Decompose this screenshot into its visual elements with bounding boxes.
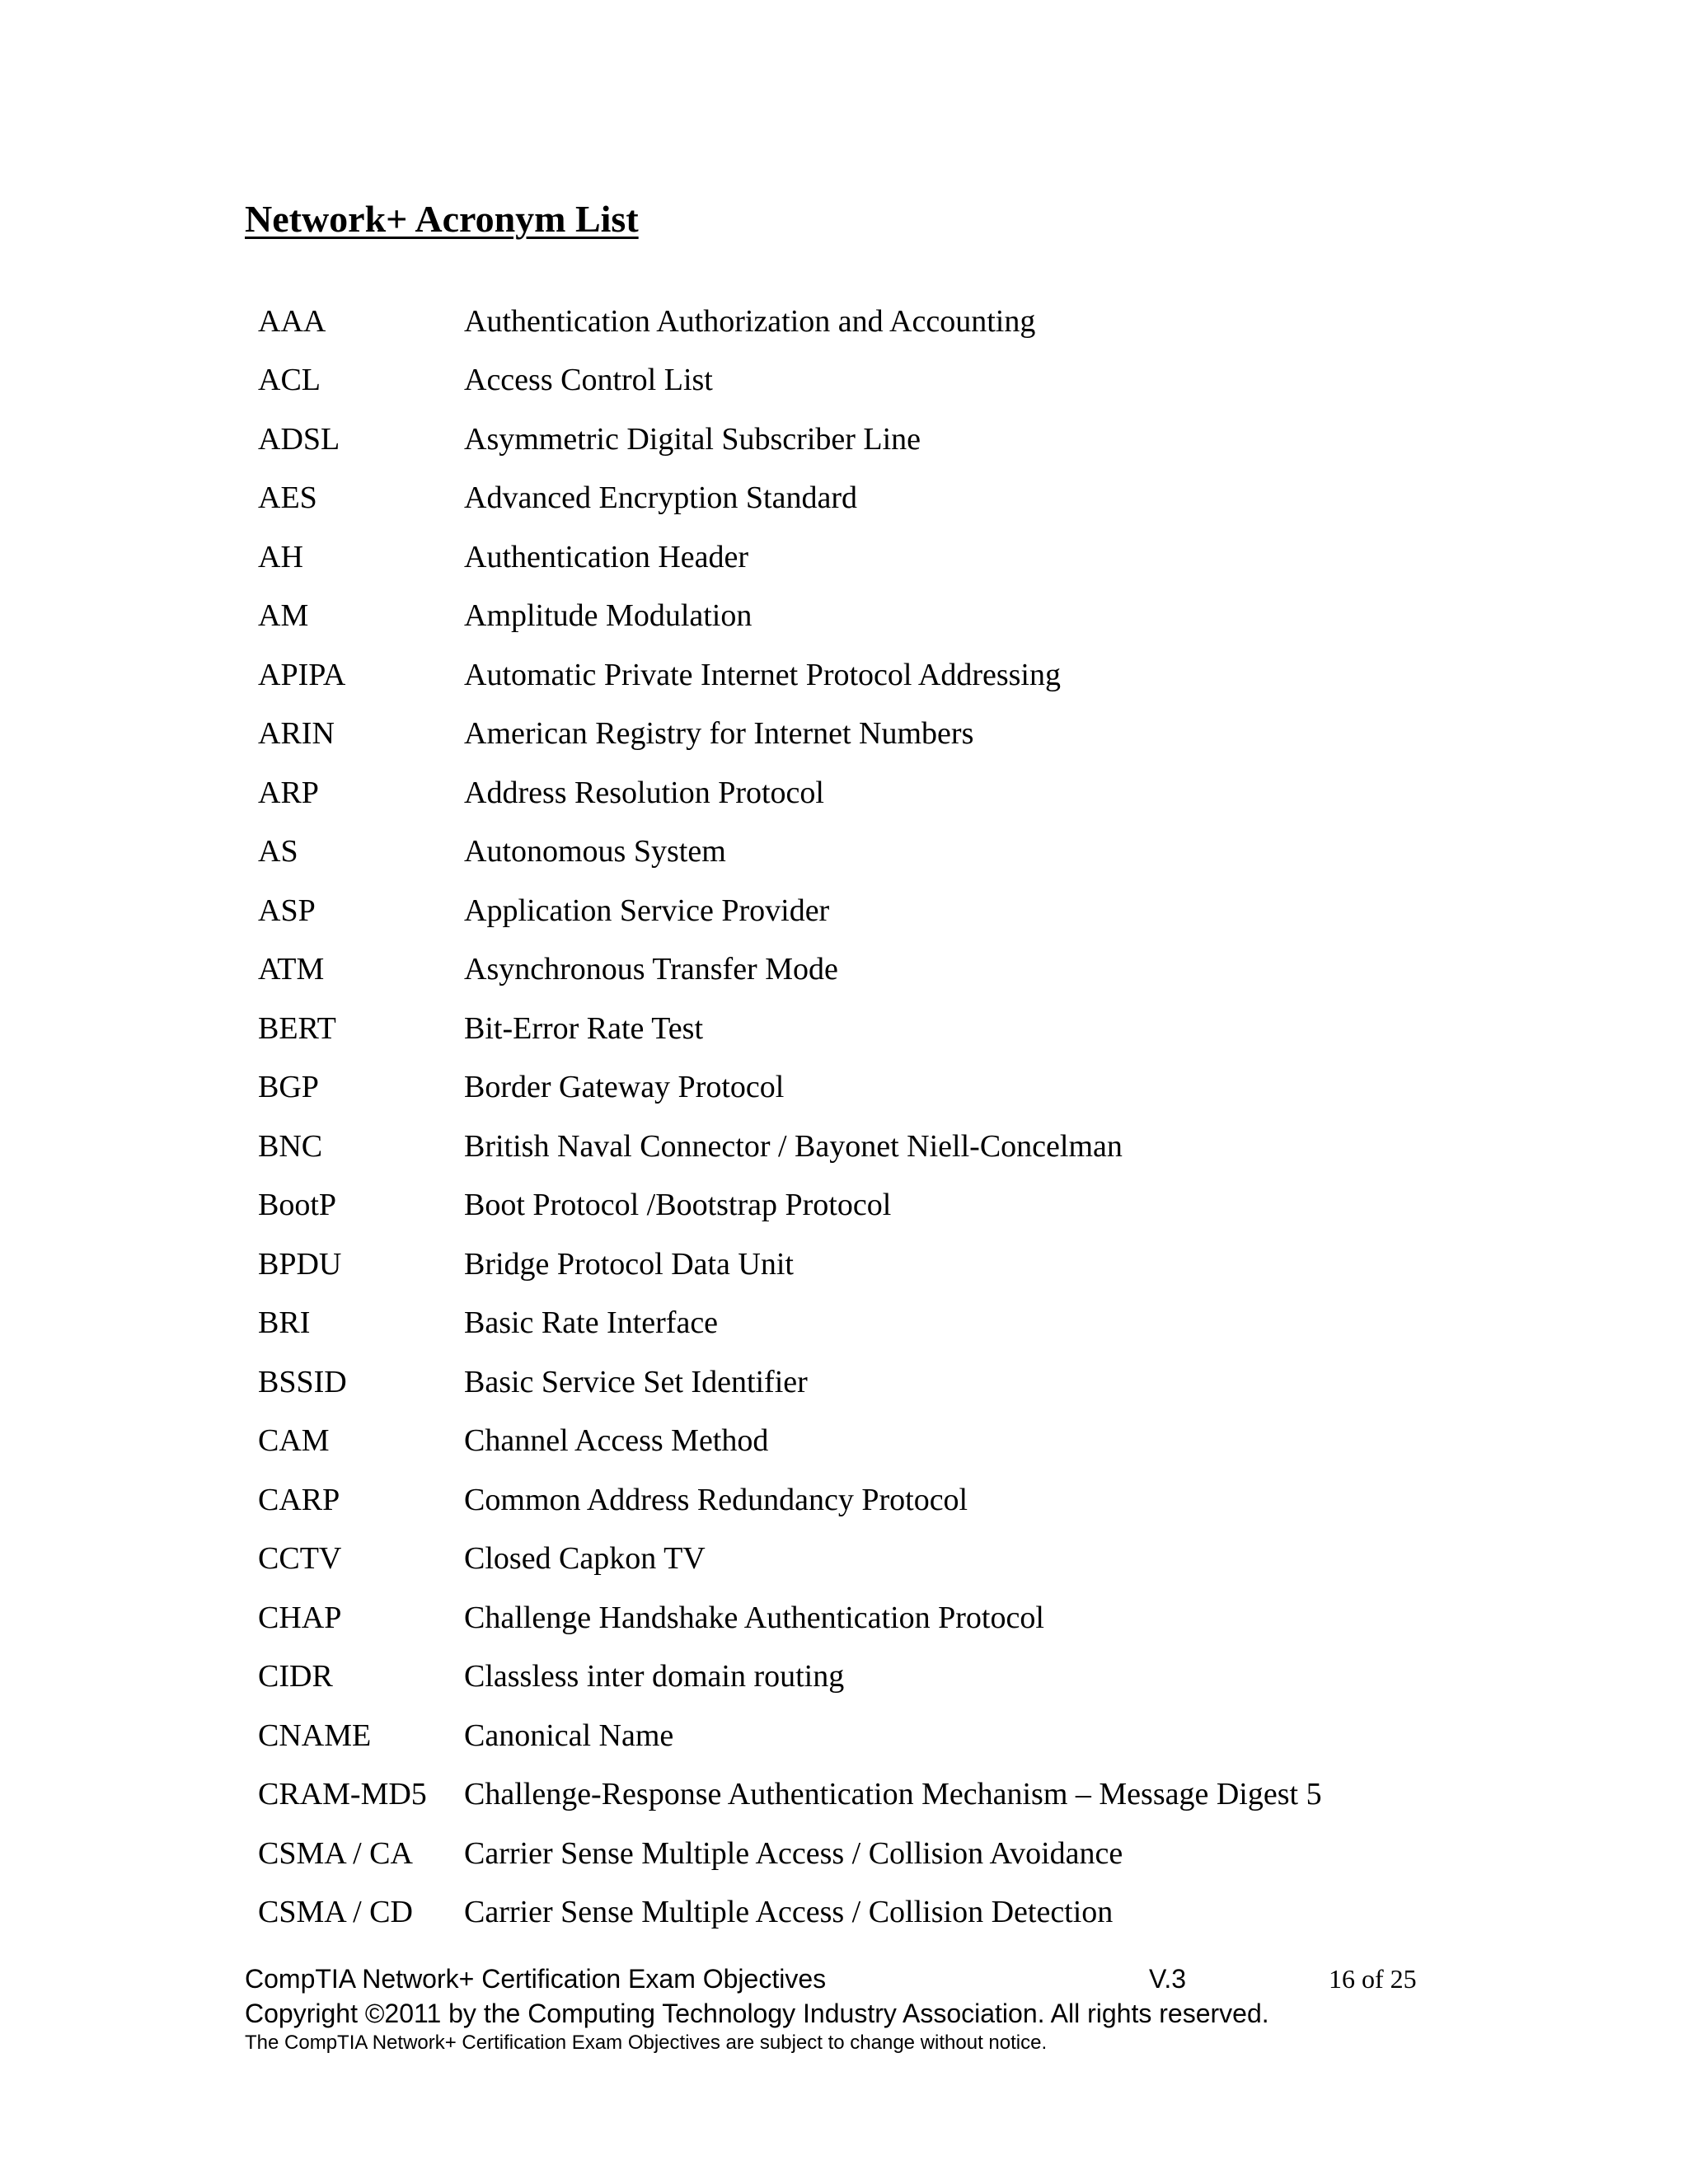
acronym-definition: Closed Capkon TV: [464, 1541, 706, 1577]
acronym-term: BGP: [258, 1070, 319, 1105]
acronym-row: [258, 1706, 1494, 1765]
acronym-row: [258, 351, 1494, 410]
acronym-row: [258, 1647, 1494, 1707]
acronym-row: [258, 1294, 1494, 1353]
acronym-row: [258, 645, 1494, 705]
acronym-definition: Access Control List: [464, 363, 713, 398]
acronym-definition: American Registry for Internet Numbers: [464, 716, 974, 752]
acronym-definition: Canonical Name: [464, 1718, 674, 1753]
acronym-row: [258, 1883, 1494, 1943]
acronym-row: [258, 587, 1494, 646]
footer-copyright: Copyright ©2011 by the Computing Technology Industry Association. All rights reserved.: [245, 1999, 1269, 2028]
acronym-term: AH: [258, 539, 303, 574]
acronym-term: CSMA / CA: [258, 1835, 413, 1871]
acronym-term: CAM: [258, 1423, 330, 1459]
acronym-row: [258, 999, 1494, 1058]
acronym-term: CCTV: [258, 1541, 342, 1577]
acronym-term: ARP: [258, 775, 319, 810]
acronym-row: [258, 1235, 1494, 1294]
acronym-term: AS: [258, 834, 298, 869]
acronym-definition: Challenge-Response Authentication Mechanism – Message Digest 5: [464, 1777, 1322, 1812]
acronym-row: [258, 1530, 1494, 1589]
acronym-term: CSMA / CD: [258, 1895, 413, 1930]
acronym-term: BPDU: [258, 1246, 342, 1282]
acronym-row: [258, 823, 1494, 882]
acronym-row: [258, 1117, 1494, 1176]
acronym-term: CARP: [258, 1482, 340, 1517]
acronym-term: CNAME: [258, 1718, 372, 1753]
acronym-row: [258, 705, 1494, 764]
acronym-definition: Asymmetric Digital Subscriber Line: [464, 421, 921, 457]
acronym-definition: Carrier Sense Multiple Access / Collision Detection: [464, 1895, 1114, 1930]
acronym-term: BSSID: [258, 1364, 347, 1399]
footer-doc-name: CompTIA Network+ Certification Exam Objectives: [245, 1964, 827, 1994]
acronym-definition: Classless inter domain routing: [464, 1659, 845, 1694]
acronym-definition: Bridge Protocol Data Unit: [464, 1246, 794, 1282]
acronym-term: BootP: [258, 1188, 337, 1223]
acronym-definition: Basic Service Set Identifier: [464, 1364, 808, 1399]
acronym-row: [258, 763, 1494, 823]
acronym-definition: Automatic Private Internet Protocol Addressing: [464, 657, 1061, 692]
acronym-list: [258, 292, 1494, 1942]
acronym-term: AAA: [258, 303, 326, 339]
acronym-term: CRAM-MD5: [258, 1777, 427, 1812]
acronym-row: [258, 1470, 1494, 1530]
acronym-row: [258, 527, 1494, 587]
acronym-definition: Autonomous System: [464, 834, 726, 869]
acronym-row: [258, 1176, 1494, 1235]
acronym-term: BNC: [258, 1128, 323, 1164]
acronym-row: [258, 469, 1494, 528]
acronym-definition: Advanced Encryption Standard: [464, 480, 857, 516]
acronym-row: [258, 1352, 1494, 1412]
acronym-definition: Amplitude Modulation: [464, 598, 753, 634]
footer-header-line: [245, 1961, 1423, 1996]
acronym-term: AES: [258, 480, 317, 516]
acronym-term: ARIN: [258, 716, 335, 752]
acronym-row: [258, 1058, 1494, 1118]
acronym-row: [258, 292, 1494, 351]
acronym-definition: Boot Protocol /Bootstrap Protocol: [464, 1188, 892, 1223]
acronym-term: ATM: [258, 952, 325, 987]
acronym-row: [258, 1412, 1494, 1471]
acronym-definition: Basic Rate Interface: [464, 1305, 719, 1341]
acronym-term: CIDR: [258, 1659, 333, 1694]
acronym-row: [258, 940, 1494, 1000]
footer-notice: The CompTIA Network+ Certification Exam Objectives are subject to change without notice.: [245, 2032, 1048, 2054]
acronym-definition: Carrier Sense Multiple Access / Collision Avoidance: [464, 1835, 1123, 1871]
acronym-row: [258, 410, 1494, 469]
acronym-definition: Authentication Header: [464, 539, 749, 574]
acronym-term: ASP: [258, 893, 316, 928]
acronym-term: APIPA: [258, 657, 346, 692]
acronym-term: BRI: [258, 1305, 311, 1341]
acronym-definition: Border Gateway Protocol: [464, 1070, 785, 1105]
acronym-term: CHAP: [258, 1600, 342, 1635]
acronym-definition: British Naval Connector / Bayonet Niell-Concelman: [464, 1128, 1123, 1164]
acronym-definition: Bit-Error Rate Test: [464, 1010, 704, 1046]
footer-page-number: 16 of 25: [1329, 1964, 1417, 1994]
acronym-row: [258, 1588, 1494, 1647]
acronym-definition: Authentication Authorization and Accounting: [464, 303, 1036, 339]
acronym-row: [258, 1824, 1494, 1883]
acronym-term: ACL: [258, 363, 321, 398]
acronym-definition: Common Address Redundancy Protocol: [464, 1482, 968, 1517]
page-footer: [245, 1961, 1423, 2055]
acronym-term: BERT: [258, 1010, 336, 1046]
acronym-definition: Challenge Handshake Authentication Protocol: [464, 1600, 1044, 1635]
acronym-row: [258, 881, 1494, 940]
acronym-definition: Address Resolution Protocol: [464, 775, 824, 810]
footer-version: V.3: [1149, 1964, 1187, 1994]
acronym-definition: Application Service Provider: [464, 893, 830, 928]
acronym-definition: Asynchronous Transfer Mode: [464, 952, 838, 987]
acronym-term: AM: [258, 598, 309, 634]
acronym-row: [258, 1765, 1494, 1825]
acronym-term: ADSL: [258, 421, 340, 457]
page-title: Network+ Acronym List: [245, 198, 639, 240]
acronym-definition: Channel Access Method: [464, 1423, 769, 1459]
